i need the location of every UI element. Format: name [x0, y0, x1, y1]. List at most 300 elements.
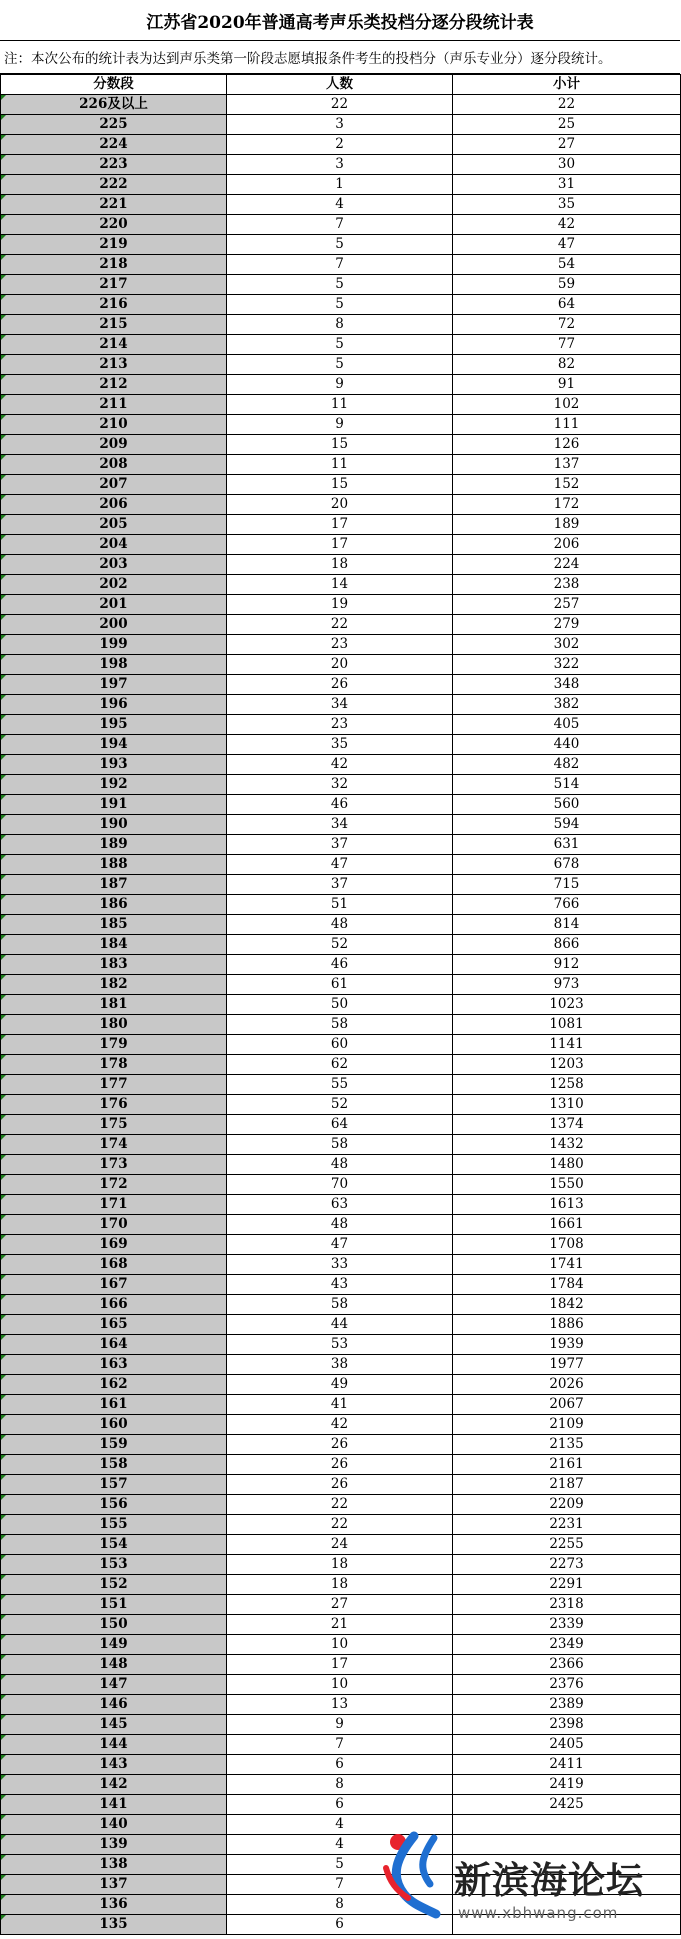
count-cell: 58	[227, 1135, 453, 1155]
table-row	[1, 95, 681, 115]
count-cell: 49	[227, 1375, 453, 1395]
score-cell: 171	[1, 1195, 227, 1215]
table-row	[1, 1655, 681, 1675]
score-cell: 200	[1, 615, 227, 635]
table-row	[1, 115, 681, 135]
count-cell: 61	[227, 975, 453, 995]
table-row	[1, 615, 681, 635]
score-cell: 150	[1, 1615, 227, 1635]
score-cell: 145	[1, 1715, 227, 1735]
score-cell: 217	[1, 275, 227, 295]
count-cell: 27	[227, 1595, 453, 1615]
subtotal-cell: 1432	[453, 1135, 681, 1155]
subtotal-cell: 405	[453, 715, 681, 735]
score-cell: 155	[1, 1515, 227, 1535]
score-cell: 204	[1, 535, 227, 555]
count-cell: 26	[227, 675, 453, 695]
forum-watermark	[378, 1826, 678, 1936]
count-cell: 55	[227, 1075, 453, 1095]
table-row	[1, 775, 681, 795]
table-row	[1, 1435, 681, 1455]
table-row	[1, 1595, 681, 1615]
subtotal-cell: 54	[453, 255, 681, 275]
score-cell: 166	[1, 1295, 227, 1315]
score-cell: 180	[1, 1015, 227, 1035]
score-cell: 226及以上	[1, 95, 227, 115]
score-cell: 194	[1, 735, 227, 755]
table-row	[1, 1495, 681, 1515]
count-cell: 51	[227, 895, 453, 915]
subtotal-cell: 1023	[453, 995, 681, 1015]
count-cell: 20	[227, 655, 453, 675]
score-cell: 152	[1, 1575, 227, 1595]
subtotal-cell: 2255	[453, 1535, 681, 1555]
score-cell: 169	[1, 1235, 227, 1255]
score-cell: 225	[1, 115, 227, 135]
count-cell: 52	[227, 935, 453, 955]
table-row	[1, 135, 681, 155]
score-cell: 176	[1, 1095, 227, 1115]
score-cell: 173	[1, 1155, 227, 1175]
score-cell: 188	[1, 855, 227, 875]
count-cell: 5	[227, 335, 453, 355]
score-cell: 151	[1, 1595, 227, 1615]
score-cell: 149	[1, 1635, 227, 1655]
subtotal-cell: 322	[453, 655, 681, 675]
count-cell: 58	[227, 1015, 453, 1035]
table-row	[1, 595, 681, 615]
score-cell: 147	[1, 1675, 227, 1695]
count-cell: 7	[227, 255, 453, 275]
table-row	[1, 1155, 681, 1175]
score-cell: 174	[1, 1135, 227, 1155]
subtotal-cell: 1886	[453, 1315, 681, 1335]
score-cell: 167	[1, 1275, 227, 1295]
subtotal-cell: 1708	[453, 1235, 681, 1255]
score-cell: 148	[1, 1655, 227, 1675]
score-cell: 177	[1, 1075, 227, 1095]
score-cell: 190	[1, 815, 227, 835]
count-cell: 48	[227, 915, 453, 935]
score-cell: 159	[1, 1435, 227, 1455]
count-cell: 23	[227, 635, 453, 655]
count-cell: 50	[227, 995, 453, 1015]
subtotal-cell: 31	[453, 175, 681, 195]
count-cell: 24	[227, 1535, 453, 1555]
subtotal-cell: 2389	[453, 1695, 681, 1715]
count-cell: 8	[227, 1895, 453, 1915]
score-cell: 193	[1, 755, 227, 775]
score-cell: 186	[1, 895, 227, 915]
count-cell: 3	[227, 115, 453, 135]
score-cell: 136	[1, 1895, 227, 1915]
table-row	[1, 535, 681, 555]
count-cell: 3	[227, 155, 453, 175]
count-cell: 15	[227, 435, 453, 455]
count-cell: 34	[227, 815, 453, 835]
table-row	[1, 1395, 681, 1415]
subtotal-cell: 2425	[453, 1795, 681, 1815]
subtotal-cell: 59	[453, 275, 681, 295]
subtotal-cell: 35	[453, 195, 681, 215]
subtotal-cell: 1480	[453, 1155, 681, 1175]
subtotal-cell: 47	[453, 235, 681, 255]
subtotal-cell: 302	[453, 635, 681, 655]
score-cell: 168	[1, 1255, 227, 1275]
subtotal-cell: 152	[453, 475, 681, 495]
subtotal-cell: 2161	[453, 1455, 681, 1475]
score-cell: 170	[1, 1215, 227, 1235]
table-row	[1, 1735, 681, 1755]
subtotal-cell: 2067	[453, 1395, 681, 1415]
count-cell: 42	[227, 755, 453, 775]
count-cell: 53	[227, 1335, 453, 1355]
subtotal-cell: 82	[453, 355, 681, 375]
count-cell: 8	[227, 1775, 453, 1795]
table-row	[1, 355, 681, 375]
count-cell: 6	[227, 1915, 453, 1935]
subtotal-cell: 1203	[453, 1055, 681, 1075]
score-cell: 216	[1, 295, 227, 315]
score-cell: 218	[1, 255, 227, 275]
table-row	[1, 575, 681, 595]
subtotal-cell: 1374	[453, 1115, 681, 1135]
score-cell: 135	[1, 1915, 227, 1935]
score-cell: 191	[1, 795, 227, 815]
score-table-body	[1, 75, 681, 1935]
table-row	[1, 335, 681, 355]
column-header-score: 分数段	[1, 75, 227, 95]
table-row	[1, 1335, 681, 1355]
subtotal-cell: 1784	[453, 1275, 681, 1295]
subtotal-cell: 2405	[453, 1735, 681, 1755]
score-cell: 210	[1, 415, 227, 435]
score-cell: 163	[1, 1355, 227, 1375]
count-cell: 17	[227, 1655, 453, 1675]
table-row	[1, 875, 681, 895]
count-cell: 26	[227, 1435, 453, 1455]
subtotal-cell: 257	[453, 595, 681, 615]
table-row	[1, 1015, 681, 1035]
table-row	[1, 1635, 681, 1655]
table-note: 注：本次公布的统计表为达到声乐类第一阶段志愿填报条件考生的投档分（声乐专业分）逐分段统计。	[0, 41, 680, 74]
count-cell: 8	[227, 315, 453, 335]
score-cell: 223	[1, 155, 227, 175]
count-cell: 18	[227, 1555, 453, 1575]
count-cell: 7	[227, 1735, 453, 1755]
subtotal-cell: 2273	[453, 1555, 681, 1575]
table-row	[1, 1115, 681, 1135]
score-cell: 215	[1, 315, 227, 335]
table-row	[1, 955, 681, 975]
table-row	[1, 735, 681, 755]
count-cell: 5	[227, 235, 453, 255]
subtotal-cell: 72	[453, 315, 681, 335]
score-cell: 211	[1, 395, 227, 415]
score-cell: 137	[1, 1875, 227, 1895]
count-cell: 18	[227, 555, 453, 575]
subtotal-cell: 30	[453, 155, 681, 175]
count-cell: 5	[227, 275, 453, 295]
subtotal-cell: 1310	[453, 1095, 681, 1115]
subtotal-cell: 440	[453, 735, 681, 755]
table-row	[1, 475, 681, 495]
count-cell: 1	[227, 175, 453, 195]
count-cell: 21	[227, 1615, 453, 1635]
subtotal-cell: 2318	[453, 1595, 681, 1615]
subtotal-cell: 111	[453, 415, 681, 435]
subtotal-cell: 1258	[453, 1075, 681, 1095]
table-row	[1, 1695, 681, 1715]
column-header-count: 人数	[227, 75, 453, 95]
score-cell: 138	[1, 1855, 227, 1875]
count-cell: 47	[227, 1235, 453, 1255]
table-row	[1, 915, 681, 935]
subtotal-cell: 27	[453, 135, 681, 155]
count-cell: 6	[227, 1755, 453, 1775]
score-cell: 154	[1, 1535, 227, 1555]
score-cell: 208	[1, 455, 227, 475]
count-cell: 7	[227, 1875, 453, 1895]
table-row	[1, 1535, 681, 1555]
score-cell: 142	[1, 1775, 227, 1795]
subtotal-cell: 2398	[453, 1715, 681, 1735]
score-cell: 203	[1, 555, 227, 575]
count-cell: 9	[227, 1715, 453, 1735]
table-row	[1, 1215, 681, 1235]
score-cell: 143	[1, 1755, 227, 1775]
subtotal-cell: 126	[453, 435, 681, 455]
score-cell: 221	[1, 195, 227, 215]
subtotal-cell: 594	[453, 815, 681, 835]
score-cell: 185	[1, 915, 227, 935]
table-row	[1, 855, 681, 875]
score-cell: 198	[1, 655, 227, 675]
table-row	[1, 495, 681, 515]
forum-logo-icon	[378, 1828, 448, 1924]
count-cell: 70	[227, 1175, 453, 1195]
score-cell: 201	[1, 595, 227, 615]
count-cell: 38	[227, 1355, 453, 1375]
subtotal-cell: 1741	[453, 1255, 681, 1275]
score-cell: 160	[1, 1415, 227, 1435]
count-cell: 6	[227, 1795, 453, 1815]
table-row	[1, 975, 681, 995]
subtotal-cell: 102	[453, 395, 681, 415]
subtotal-cell: 2339	[453, 1615, 681, 1635]
count-cell: 13	[227, 1695, 453, 1715]
count-cell: 26	[227, 1455, 453, 1475]
table-row	[1, 1615, 681, 1635]
score-cell: 141	[1, 1795, 227, 1815]
score-cell: 146	[1, 1695, 227, 1715]
table-row	[1, 255, 681, 275]
count-cell: 17	[227, 535, 453, 555]
subtotal-cell: 224	[453, 555, 681, 575]
table-row	[1, 175, 681, 195]
table-row	[1, 215, 681, 235]
count-cell: 62	[227, 1055, 453, 1075]
table-row	[1, 1755, 681, 1775]
table-row	[1, 1315, 681, 1335]
table-row	[1, 715, 681, 735]
score-cell: 179	[1, 1035, 227, 1055]
count-cell: 42	[227, 1415, 453, 1435]
table-row	[1, 275, 681, 295]
subtotal-cell: 42	[453, 215, 681, 235]
count-cell: 58	[227, 1295, 453, 1315]
score-cell: 178	[1, 1055, 227, 1075]
count-cell: 4	[227, 1815, 453, 1835]
count-cell: 34	[227, 695, 453, 715]
count-cell: 7	[227, 215, 453, 235]
count-cell: 4	[227, 195, 453, 215]
count-cell: 19	[227, 595, 453, 615]
subtotal-cell: 1977	[453, 1355, 681, 1375]
subtotal-cell: 238	[453, 575, 681, 595]
subtotal-cell: 382	[453, 695, 681, 715]
table-row	[1, 1235, 681, 1255]
score-cell: 139	[1, 1835, 227, 1855]
table-row	[1, 1355, 681, 1375]
subtotal-cell: 348	[453, 675, 681, 695]
table-row	[1, 1415, 681, 1435]
subtotal-cell: 2376	[453, 1675, 681, 1695]
subtotal-cell: 1939	[453, 1335, 681, 1355]
table-row	[1, 795, 681, 815]
score-cell: 219	[1, 235, 227, 255]
table-row	[1, 235, 681, 255]
score-cell: 199	[1, 635, 227, 655]
score-cell: 214	[1, 335, 227, 355]
count-cell: 14	[227, 575, 453, 595]
table-row	[1, 1095, 681, 1115]
subtotal-cell: 766	[453, 895, 681, 915]
count-cell: 20	[227, 495, 453, 515]
table-row	[1, 1795, 681, 1815]
table-row	[1, 1775, 681, 1795]
table-row	[1, 835, 681, 855]
score-cell: 153	[1, 1555, 227, 1575]
count-cell: 33	[227, 1255, 453, 1275]
subtotal-cell: 715	[453, 875, 681, 895]
page-title: 江苏省2020年普通高考声乐类投档分逐分段统计表	[0, 0, 680, 41]
count-cell: 37	[227, 875, 453, 895]
table-row	[1, 1055, 681, 1075]
subtotal-cell: 2135	[453, 1435, 681, 1455]
count-cell: 9	[227, 375, 453, 395]
count-cell: 9	[227, 415, 453, 435]
subtotal-cell: 482	[453, 755, 681, 775]
score-cell: 207	[1, 475, 227, 495]
count-cell: 48	[227, 1155, 453, 1175]
score-cell: 220	[1, 215, 227, 235]
score-cell: 196	[1, 695, 227, 715]
count-cell: 63	[227, 1195, 453, 1215]
score-cell: 182	[1, 975, 227, 995]
score-cell: 197	[1, 675, 227, 695]
count-cell: 5	[227, 355, 453, 375]
count-cell: 43	[227, 1275, 453, 1295]
score-cell: 213	[1, 355, 227, 375]
count-cell: 46	[227, 955, 453, 975]
table-row	[1, 1575, 681, 1595]
score-cell: 164	[1, 1335, 227, 1355]
table-row	[1, 1035, 681, 1055]
subtotal-cell: 973	[453, 975, 681, 995]
subtotal-cell: 631	[453, 835, 681, 855]
score-cell: 184	[1, 935, 227, 955]
table-row	[1, 1715, 681, 1735]
score-cell: 162	[1, 1375, 227, 1395]
count-cell: 10	[227, 1635, 453, 1655]
table-row	[1, 455, 681, 475]
subtotal-cell: 2419	[453, 1775, 681, 1795]
score-cell: 172	[1, 1175, 227, 1195]
table-row	[1, 1455, 681, 1475]
count-cell: 23	[227, 715, 453, 735]
subtotal-cell: 1661	[453, 1215, 681, 1235]
score-cell: 165	[1, 1315, 227, 1335]
table-row	[1, 1675, 681, 1695]
table-row	[1, 555, 681, 575]
count-cell: 37	[227, 835, 453, 855]
subtotal-cell: 77	[453, 335, 681, 355]
table-row	[1, 315, 681, 335]
table-row	[1, 935, 681, 955]
subtotal-cell: 1141	[453, 1035, 681, 1055]
table-header-row	[1, 75, 681, 95]
table-row	[1, 995, 681, 1015]
subtotal-cell: 1842	[453, 1295, 681, 1315]
count-cell: 5	[227, 295, 453, 315]
table-row	[1, 1475, 681, 1495]
score-cell: 206	[1, 495, 227, 515]
count-cell: 35	[227, 735, 453, 755]
score-cell: 156	[1, 1495, 227, 1515]
table-row	[1, 1375, 681, 1395]
count-cell: 26	[227, 1475, 453, 1495]
subtotal-cell: 2411	[453, 1755, 681, 1775]
subtotal-cell: 678	[453, 855, 681, 875]
count-cell: 15	[227, 475, 453, 495]
score-cell: 158	[1, 1455, 227, 1475]
table-row	[1, 295, 681, 315]
subtotal-cell: 2231	[453, 1515, 681, 1535]
subtotal-cell: 189	[453, 515, 681, 535]
count-cell: 60	[227, 1035, 453, 1055]
count-cell: 32	[227, 775, 453, 795]
score-cell: 212	[1, 375, 227, 395]
watermark-text: 新滨海论坛	[454, 1859, 644, 1902]
count-cell: 22	[227, 95, 453, 115]
table-row	[1, 375, 681, 395]
count-cell: 52	[227, 1095, 453, 1115]
table-row	[1, 695, 681, 715]
subtotal-cell: 2366	[453, 1655, 681, 1675]
count-cell: 4	[227, 1835, 453, 1855]
subtotal-cell: 2109	[453, 1415, 681, 1435]
count-cell: 5	[227, 1855, 453, 1875]
count-cell: 22	[227, 1495, 453, 1515]
table-row	[1, 1175, 681, 1195]
table-row	[1, 1195, 681, 1215]
table-row	[1, 1295, 681, 1315]
table-row	[1, 515, 681, 535]
score-cell: 183	[1, 955, 227, 975]
table-row	[1, 675, 681, 695]
subtotal-cell: 25	[453, 115, 681, 135]
